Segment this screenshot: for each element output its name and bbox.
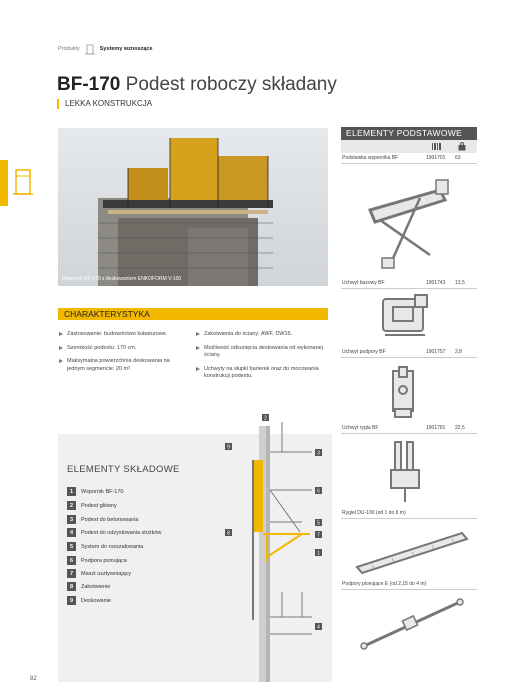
part-weight: 22,5 [455, 425, 465, 431]
diagram-tag: 3 [317, 450, 320, 457]
item-number: 4 [67, 528, 76, 537]
component-item [67, 582, 110, 591]
part-image-rail [352, 525, 472, 575]
list-item: Możliwość odsunięcia deskowania od wykonanej ściany. [195, 345, 325, 360]
breadcrumb-section[interactable]: Produkty [58, 46, 80, 52]
photo-caption: Wspornik BF-170 z deskowaniem ENKOFORM V-100 [62, 276, 182, 282]
characteristics-header [58, 308, 328, 320]
item-number: 5 [67, 542, 76, 551]
item-number: 8 [67, 582, 76, 591]
diagram-tag: 6 [317, 488, 320, 495]
diagram-tag: 7 [317, 532, 320, 539]
part-weight: 63 [455, 155, 461, 161]
parts-row [341, 348, 477, 358]
item-number: 3 [67, 515, 76, 524]
assembly-diagram [222, 412, 334, 682]
list-item: Uchwyty na słupki barierek oraz do mocowania konstrukcji podestu. [195, 366, 325, 381]
diagram-tag: 8 [227, 530, 230, 537]
item-label: Podpora pionująca [81, 557, 127, 564]
part-code: 1901781 [426, 425, 446, 431]
part-weight: 13,5 [455, 280, 465, 286]
characteristics-list-right [195, 331, 325, 387]
item-label: Deskowanie [81, 597, 111, 604]
part-name: Podstawka wspornika BF [342, 155, 399, 161]
item-number: 6 [67, 556, 76, 565]
component-item [67, 528, 161, 537]
component-item [67, 569, 131, 578]
part-weight: 2,8 [455, 349, 462, 355]
parts-heading: ELEMENTY PODSTAWOWE [341, 127, 477, 140]
component-item [67, 542, 143, 551]
part-image-bracket-base [360, 170, 460, 270]
characteristics-list-left [58, 331, 183, 379]
diagram-tag: 1 [317, 550, 320, 557]
parts-row [341, 509, 477, 519]
part-name: Podpory pionujące E (od 2,15 do 4 m) [342, 581, 427, 587]
diagram-tag: 5 [317, 520, 320, 527]
item-label: System do rozszalowania [81, 543, 144, 550]
building-icon [84, 43, 96, 55]
component-item [67, 556, 127, 565]
breadcrumb [58, 43, 153, 55]
components-heading: ELEMENTY SKŁADOWE [67, 464, 180, 475]
diagram-tag: 9 [227, 444, 230, 451]
building-icon [11, 166, 35, 196]
part-image-rail-holder [385, 440, 425, 505]
part-code: 1901701 [426, 155, 446, 161]
item-number: 1 [67, 487, 76, 496]
item-label: Zakotwienie [81, 583, 111, 590]
item-number: 7 [67, 569, 76, 578]
part-name: Uchwyt podpory BF [342, 349, 386, 355]
list-item: Zakotwienia do ściany: AWF, DW15. [195, 331, 325, 339]
page-subtitle: LEKKA KONSTRUKCJA [57, 99, 152, 109]
section-tab-marker [0, 160, 8, 206]
item-number: 2 [67, 501, 76, 510]
component-item [67, 596, 111, 605]
product-code: BF-170 [57, 74, 121, 95]
component-item [67, 515, 139, 524]
characteristics-heading: CHARAKTERYSTYKA [64, 309, 150, 319]
page-title [57, 74, 337, 96]
item-number: 9 [67, 596, 76, 605]
part-code: 1901743 [426, 280, 446, 286]
list-item: Szerokość podestu: 170 cm. [58, 345, 183, 353]
diagram-tag: 2 [264, 415, 267, 422]
weight-icon [458, 142, 466, 151]
item-label: Podest do betonowania [81, 516, 139, 523]
part-name: Uchwyt rygla BF [342, 425, 379, 431]
part-image-plumb-prop [352, 595, 472, 655]
product-photo [58, 128, 328, 286]
product-name: Podest roboczy składany [125, 74, 337, 95]
barcode-icon [432, 143, 442, 150]
list-item: Maksymalna powierzchnia deskowania na jednym segmencie: 20 m². [58, 358, 183, 373]
part-image-base-holder [375, 293, 435, 343]
item-label: Maszt usztywniający [81, 570, 132, 577]
parts-row [341, 279, 477, 289]
page-number: 82 [30, 676, 37, 682]
parts-column-icons [341, 140, 477, 153]
part-code: 1901757 [426, 349, 446, 355]
list-item: Zastosowanie: budownictwo kubaturowe. [58, 331, 183, 339]
parts-row [341, 154, 477, 164]
diagram-tag: 4 [317, 624, 320, 631]
component-item [67, 487, 124, 496]
part-image-support-holder [385, 365, 425, 420]
item-label: Podest główny [81, 502, 117, 509]
item-label: Wspornik BF-170 [81, 488, 124, 495]
parts-row [341, 424, 477, 434]
part-name: Uchwyt bazowy BF [342, 280, 385, 286]
parts-row [341, 580, 477, 590]
item-label: Podest do odzyskiwania stożków [81, 529, 162, 536]
breadcrumb-category[interactable]: Systemy wznoszące [99, 46, 153, 52]
part-name: Rygiel DU-100 (od 1 do 6 m) [342, 510, 406, 516]
component-item [67, 501, 117, 510]
